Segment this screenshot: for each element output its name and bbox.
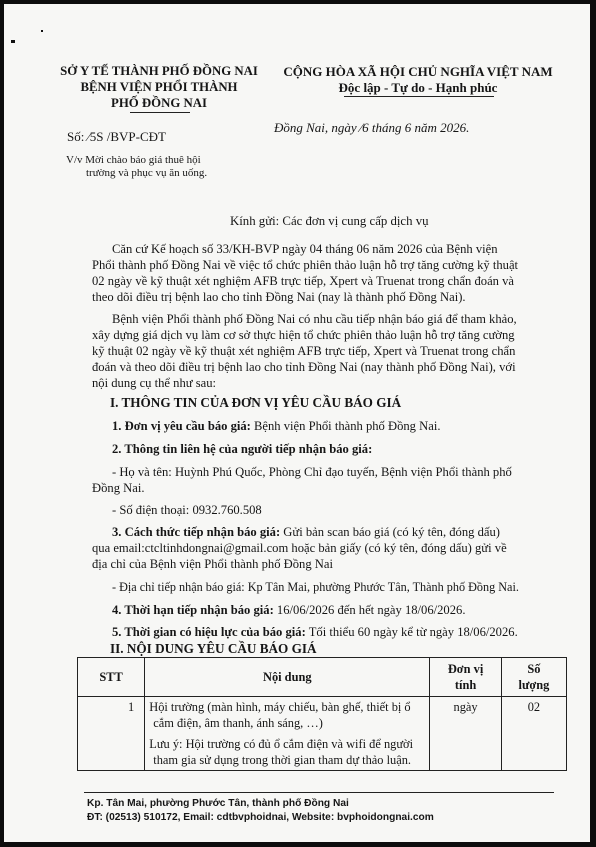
item-value: 16/06/2026 đến hết ngày 18/06/2026. [273,603,466,617]
contact-phone: - Số điện thoại: 0932.760.508 [112,503,262,517]
document-date: Đồng Nai, ngày ⁄6 tháng 6 năm 2026. [274,120,470,135]
paragraph-line: Phổi thành phố Đồng Nai về việc tổ chức phiên thảo luận hỗ trợ tăng cường kỹ thuật [92,258,519,272]
table-row [78,697,567,771]
col-unit-line1: Đơn vị [447,662,484,676]
cell-qty: 02 [501,697,566,771]
content-line: Hội trường (màn hình, máy chiếu, bàn ghế, thiết bị ổ [149,700,411,714]
item-2-label: 2. Thông tin liên hệ của người tiếp nhận báo giá: [112,442,373,456]
cell-unit: ngày [430,697,502,771]
paragraph-line: xây dựng giá dịch vụ làm cơ sở thực hiện tổ chức phiên thảo luận hỗ trợ tăng cường [92,328,515,342]
contact-name: - Họ và tên: Huỳnh Phú Quốc, Phòng Chỉ đạo tuyến, Bệnh viện Phổi thành phố [112,465,512,479]
content-line: cắm điện, âm thanh, ánh sáng, …) [153,716,323,730]
subject-line2: trường và phục vụ ăn uống. [86,167,208,179]
item-1 [112,418,440,434]
hospital-name-line1: BỆNH VIỆN PHỔI THÀNH [80,80,238,94]
subject-line1: V/v Mời chào báo giá thuê hội [66,154,201,166]
col-content: Nội dung [145,658,430,697]
item-value: Gửi bản scan báo giá (có ký tên, đóng dấu) [280,525,500,539]
contact-name-cont: Đồng Nai. [92,481,145,495]
document-page [4,4,590,842]
paragraph-line: 02 ngày về kỹ thuật xét nghiệm AFB trực tiếp, Xpert và Truenat trong chẩn đoán và [92,274,514,288]
item-label: 4. Thời hạn tiếp nhận báo giá: [112,603,274,617]
item-5 [112,624,518,640]
header-underline-left [130,112,190,113]
paragraph-line: Căn cứ Kế hoạch số 33/KH-BVP ngày 04 tháng 06 năm 2026 của Bệnh viện [112,242,498,256]
footer-contact: ĐT: (02513) 510172, Email: cdtbvphoidnai, Website: bvphoidongnai.com [87,812,434,823]
cell-stt: 1 [78,697,145,771]
agency-name: SỞ Y TẾ THÀNH PHỐ ĐỒNG NAI [60,64,258,78]
note-line: Lưu ý: Hội trường có đủ ổ cắm điện và wifi để người [149,737,414,751]
scan-mark [41,30,43,32]
item-3-line2: qua email:ctcltinhdongnai@gmail.com hoặc bản giấy (có ký tên, đóng dấu) gửi về [92,541,507,555]
item-label: 5. Thời gian có hiệu lực của báo giá: [112,625,306,639]
section-title: I. THÔNG TIN CỦA ĐƠN VỊ YÊU CẦU BÁO GIÁ [110,395,402,410]
document-number: Số: ⁄5S /BVP-CĐT [67,129,166,144]
col-unit [430,658,502,697]
item-label: 1. Đơn vị yêu cầu báo giá: [112,419,251,433]
national-motto: Độc lập - Tự do - Hạnh phúc [338,80,498,95]
national-title: CỘNG HÒA XÃ HỘI CHỦ NGHĨA VIỆT NAM [283,64,553,79]
request-table [77,657,567,771]
footer-divider [84,792,554,793]
footer-address: Kp. Tân Mai, phường Phước Tân, thành phố Đồng Nai [87,798,349,809]
item-label: 3. Cách thức tiếp nhận báo giá: [112,525,281,539]
hospital-name-line2: PHỐ ĐỒNG NAI [111,96,207,110]
header-underline-right [344,96,494,97]
cell-content [145,697,430,771]
item-3 [112,524,500,540]
paragraph-line: Bệnh viện Phổi thành phố Đồng Nai có nhu cầu tiếp nhận báo giá để tham khảo, [112,312,517,326]
col-qty-line2: lượng [518,678,550,692]
item-3-line3: địa chỉ của Bệnh viện Phổi thành phố Đồng Nai [92,557,333,571]
note-line: tham gia sử dụng trong thời gian tham dự thảo luận. [153,753,412,767]
paragraph-line: kỹ thuật 02 ngày về kỹ thuật xét nghiệm AFB trực tiếp, Xpert và Truenat trong chẩn [92,344,516,358]
section-title: II. NỘI DUNG YÊU CẦU BÁO GIÁ [110,641,317,656]
item-3-address: - Địa chỉ tiếp nhận báo giá: Kp Tân Mai, phường Phước Tân, Thành phố Đồng Nai. [112,580,519,594]
paragraph-line: nội dung cụ thể như sau: [92,376,217,390]
scan-mark [11,40,15,43]
col-stt: STT [78,658,145,697]
col-qty [501,658,566,697]
col-unit-line2: tính [454,678,477,692]
col-qty-line1: Số [527,662,541,676]
table-header-row [78,658,567,697]
item-value: Tối thiểu 60 ngày kể từ ngày 18/06/2026. [305,625,518,639]
item-4 [112,602,465,618]
item-value: Bệnh viện Phổi thành phố Đồng Nai. [250,419,441,433]
recipient: Kính gửi: Các đơn vị cung cấp dịch vụ [230,214,429,228]
paragraph-line: đoán và theo dõi điều trị bệnh lao cho tỉnh Đồng Nai (nay thành phố Đồng Nai), với [92,360,516,374]
paragraph-line: theo dõi điều trị bệnh lao cho tỉnh Đồng Nai (nay là thành phố Đồng Nai). [92,290,466,304]
